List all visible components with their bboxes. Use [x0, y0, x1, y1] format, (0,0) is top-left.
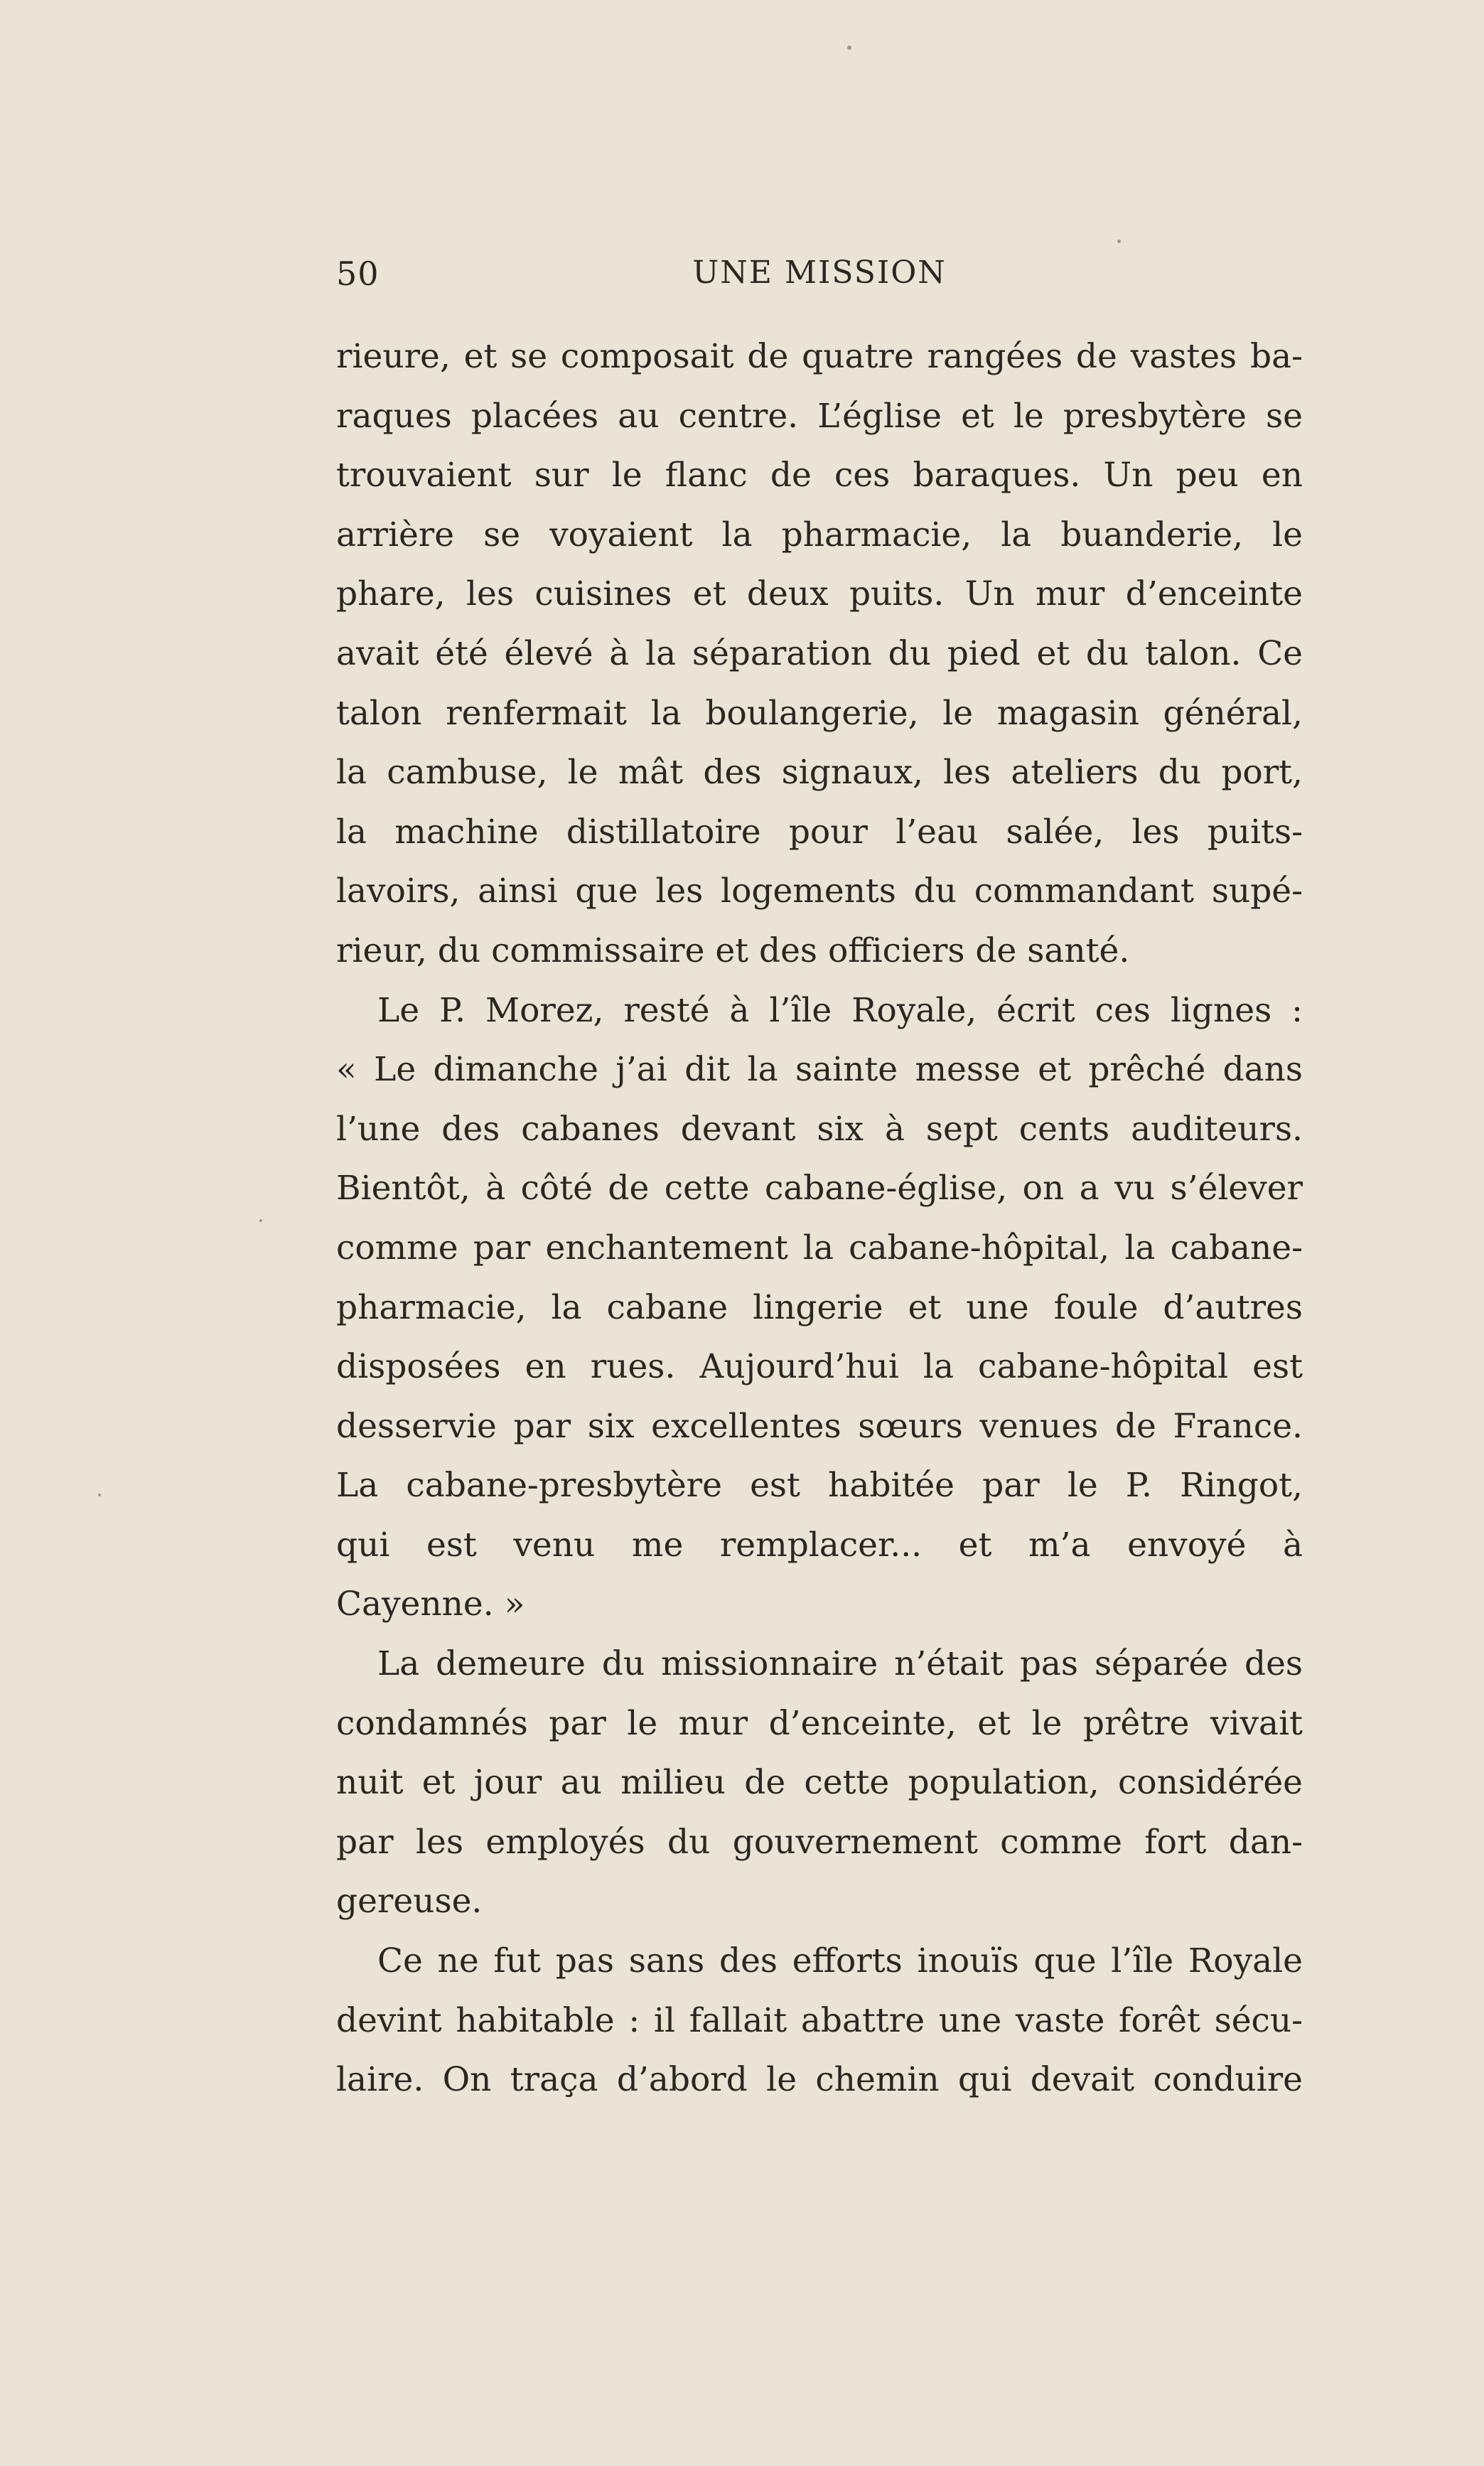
- text-line: phare, les cuisines et deux puits. Un mur d’enceinte: [336, 574, 1303, 614]
- text-line: Cayenne. »: [336, 1585, 525, 1624]
- text-line: pharmacie, la cabane lingerie et une foule d’autres: [336, 1287, 1303, 1327]
- text-line: qui est venu me remplacer... et m’a envoyé à: [336, 1525, 1303, 1565]
- paragraph-4: [336, 1931, 1303, 2110]
- text-line: rieur, du commissaire et des officiers de santé.: [336, 931, 1130, 970]
- text-line: la machine distillatoire pour l’eau salée, les puits-: [336, 812, 1303, 852]
- paper-speck: [259, 1219, 262, 1222]
- paragraph-1: [336, 327, 1303, 981]
- text-line: condamnés par le mur d’enceinte, et le prêtre vivait: [336, 1703, 1303, 1743]
- text-line: talon renfermait la boulangerie, le magasin général,: [336, 693, 1303, 733]
- text-line: arrière se voyaient la pharmacie, la buanderie, le: [336, 515, 1303, 554]
- text-line: trouvaient sur le flanc de ces baraques. Un peu en: [336, 456, 1303, 495]
- text-line: raques placées au centre. L’église et le presbytère se: [336, 396, 1303, 436]
- text-line: comme par enchantement la cabane-hôpital, la cabane-: [336, 1228, 1303, 1267]
- text-line: « Le dimanche j’ai dit la sainte messe et prêché dans: [336, 1050, 1303, 1090]
- text-line: gereuse.: [336, 1882, 483, 1921]
- text-line: avait été élevé à la séparation du pied et du talon. Ce: [336, 633, 1303, 673]
- body-text: [336, 327, 1303, 2110]
- text-line: laire. On traça d’abord le chemin qui devait conduire: [336, 2060, 1303, 2100]
- text-line: Ce ne fut pas sans des efforts inouïs que l’île Royale: [377, 1941, 1303, 1981]
- paper-speck: [1117, 240, 1121, 243]
- text-line: par les employés du gouvernement comme fort dan-: [336, 1822, 1303, 1862]
- text-line: la cambuse, le mât des signaux, les ateliers du port,: [336, 753, 1303, 793]
- text-line: nuit et jour au milieu de cette population, considérée: [336, 1763, 1303, 1803]
- text-line: rieure, et se composait de quatre rangées de vastes ba-: [336, 337, 1303, 376]
- page-header: [336, 254, 1303, 304]
- running-head: UNE MISSION: [692, 254, 947, 291]
- paragraph-2: [336, 981, 1303, 1635]
- text-line: l’une des cabanes devant six à sept cents auditeurs.: [336, 1109, 1303, 1149]
- page-number: 50: [336, 254, 380, 293]
- text-line: disposées en rues. Aujourd’hui la cabane-hôpital est: [336, 1347, 1303, 1387]
- paper-speck: [98, 1494, 101, 1496]
- text-line: desservie par six excellentes sœurs venues de France.: [336, 1406, 1303, 1446]
- text-line: La demeure du missionnaire n’était pas séparée des: [377, 1644, 1303, 1684]
- text-line: Le P. Morez, resté à l’île Royale, écrit ces lignes :: [377, 990, 1303, 1030]
- paper-speck: [847, 45, 851, 50]
- text-line: La cabane-presbytère est habitée par le P. Ringot,: [336, 1466, 1303, 1506]
- text-line: Bientôt, à côté de cette cabane-église, on a vu s’élever: [336, 1169, 1303, 1208]
- text-line: lavoirs, ainsi que les logements du commandant supé-: [336, 872, 1303, 911]
- text-line: devint habitable : il fallait abattre une vaste forêt sécu-: [336, 2000, 1303, 2040]
- paragraph-3: [336, 1634, 1303, 1931]
